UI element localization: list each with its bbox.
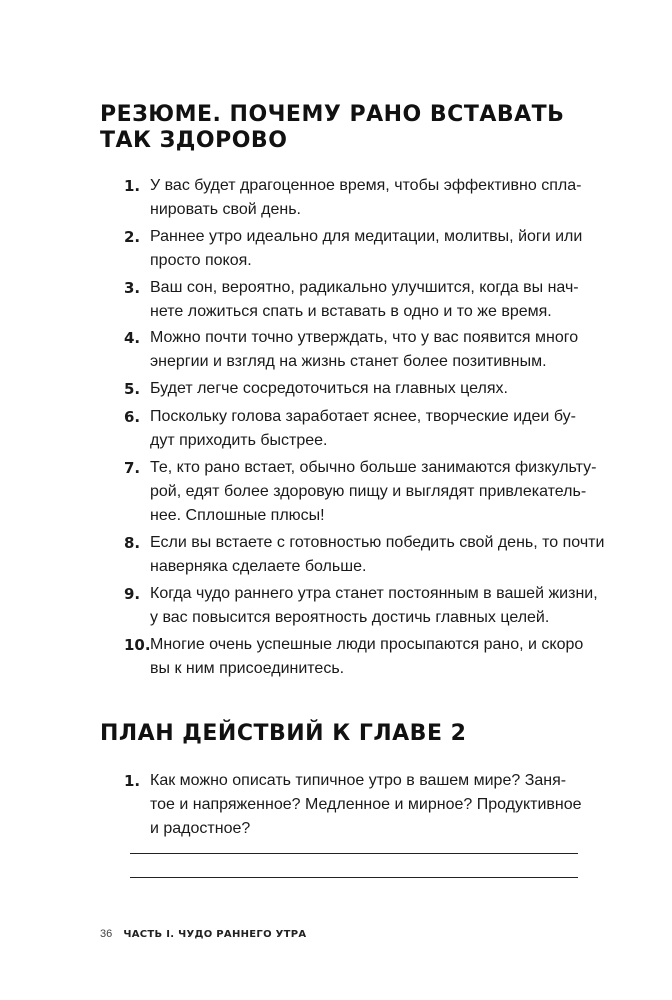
answer-line-2[interactable] — [130, 877, 578, 878]
item-number: 7. — [124, 459, 141, 477]
item-text-line: нировать свой день. — [150, 201, 301, 218]
item-text-line: энергии и взгляд на жизнь станет более позитивным. — [150, 353, 547, 370]
running-title: ЧАСТЬ I. ЧУДО РАННЕГО УТРА — [123, 929, 307, 940]
answer-line-1[interactable] — [130, 853, 578, 854]
page-number: 36 — [100, 928, 113, 940]
item-number: 2. — [124, 228, 141, 246]
item-text-line: тое и напряженное? Медленное и мирное? Продуктивное — [150, 796, 582, 813]
item-text-line: Будет легче сосредоточиться на главных целях. — [150, 380, 508, 397]
item-text-line: Как можно описать типичное утро в вашем мире? Заня- — [150, 772, 567, 789]
summary-title-line-2: ТАК ЗДОРОВО — [100, 128, 288, 153]
item-number: 3. — [124, 279, 141, 297]
item-text-line: у вас повысится вероятность достичь главных целей. — [150, 609, 550, 626]
page-footer — [100, 928, 306, 940]
item-number: 6. — [124, 408, 141, 426]
item-number: 9. — [124, 585, 141, 603]
plan-item — [124, 769, 594, 841]
item-text-line: Те, кто рано встает, обычно больше занимаются физкульту- — [150, 459, 597, 476]
summary-item — [124, 326, 594, 374]
item-number: 1. — [124, 177, 141, 195]
item-number: 8. — [124, 534, 141, 552]
summary-item — [124, 633, 594, 681]
item-text-line: вы к ним присоединитесь. — [150, 660, 345, 677]
item-number: 5. — [124, 380, 141, 398]
item-number: 4. — [124, 329, 141, 347]
summary-item — [124, 276, 594, 324]
item-text-line: Если вы встаете с готовностью победить свой день, то почти — [150, 534, 605, 551]
summary-item — [124, 225, 594, 273]
summary-item — [124, 456, 597, 528]
item-number: 1. — [124, 772, 141, 790]
item-text-line: Поскольку голова заработает яснее, творческие идеи бу- — [150, 408, 576, 425]
summary-title-line-1: РЕЗЮМЕ. ПОЧЕМУ РАНО ВСТАВАТЬ — [100, 102, 565, 127]
item-text-line: и радостное? — [150, 820, 251, 837]
item-text-line: Ваш сон, вероятно, радикально улучшится, когда вы нач- — [150, 279, 579, 296]
item-text-line: Можно почти точно утверждать, что у вас появится много — [150, 329, 579, 346]
item-text-line: дут приходить быстрее. — [150, 432, 328, 449]
summary-item — [124, 531, 605, 579]
summary-item — [124, 174, 594, 222]
item-text-line: рой, едят более здоровую пищу и выглядят привлекатель- — [150, 483, 587, 500]
summary-item — [124, 377, 594, 401]
item-text-line: Многие очень успешные люди просыпаются рано, и скоро — [150, 636, 584, 653]
item-number: 10. — [124, 636, 151, 654]
plan-title: ПЛАН ДЕЙСТВИЙ К ГЛАВЕ 2 — [100, 721, 467, 746]
item-text-line: просто покоя. — [150, 252, 252, 269]
summary-item — [124, 582, 598, 630]
item-text-line: нее. Сплошные плюсы! — [150, 507, 325, 524]
item-text-line: Когда чудо раннего утра станет постоянным в вашей жизни, — [150, 585, 598, 602]
item-text-line: нете ложиться спать и вставать в одно и то же время. — [150, 303, 552, 320]
item-text-line: У вас будет драгоценное время, чтобы эффективно спла- — [150, 177, 582, 194]
item-text-line: наверняка сделаете больше. — [150, 558, 367, 575]
summary-title — [100, 102, 564, 154]
summary-item — [124, 405, 594, 453]
item-text-line: Раннее утро идеально для медитации, молитвы, йоги или — [150, 228, 583, 245]
